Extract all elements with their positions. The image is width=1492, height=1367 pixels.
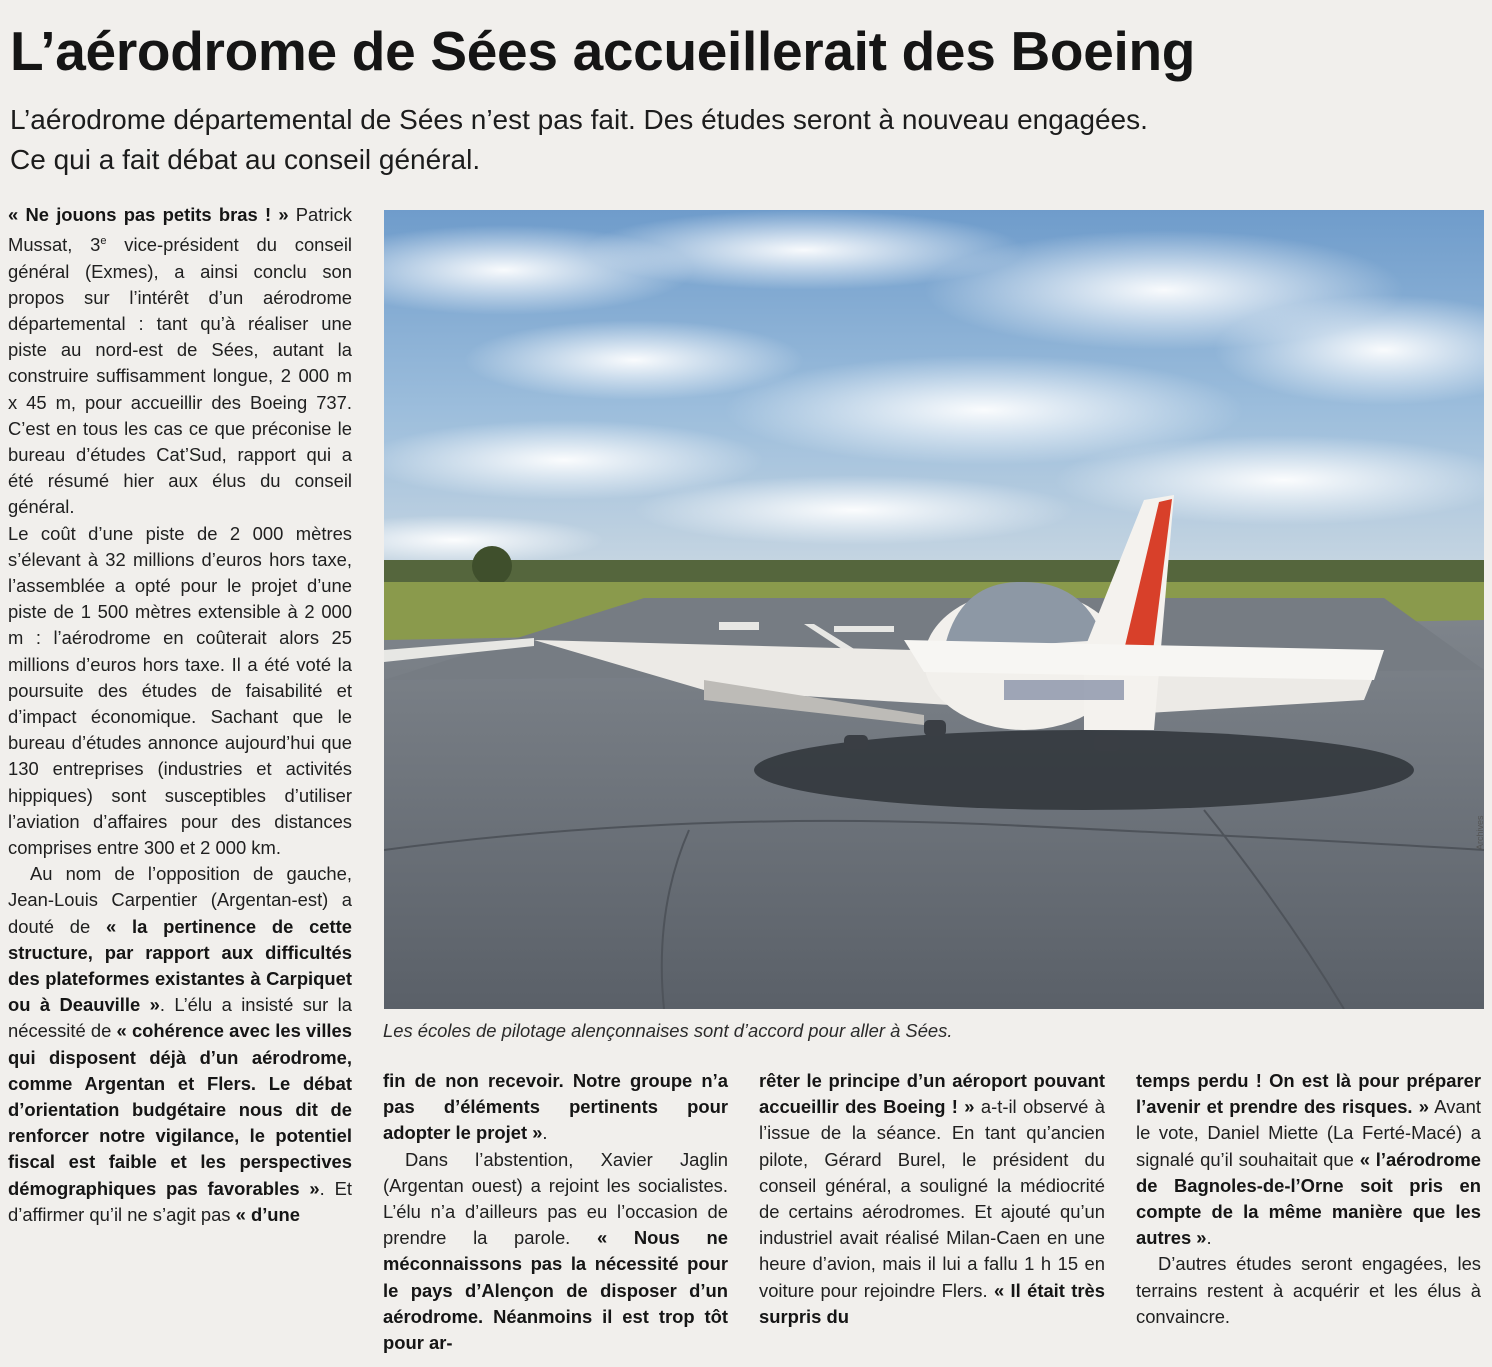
article-headline: L’aérodrome de Sées accueillerait des Boeing (10, 20, 1196, 82)
tree (472, 546, 512, 586)
text-run: Avant le vote, Daniel Miette (La Ferté-Macé) a signalé qu’il souhaitait que (1136, 1096, 1481, 1170)
photo-credit: Archives (1475, 815, 1485, 850)
article-standfirst (10, 100, 1480, 180)
paragraph-6 (759, 1068, 1105, 1330)
article-column-1 (8, 202, 352, 1228)
paragraph-3 (8, 861, 352, 1228)
text-run: . L’élu a insisté sur la nécessité de (8, 994, 352, 1042)
text-run: . (1206, 1227, 1212, 1249)
quote: « Il était très surpris du (759, 1279, 1106, 1327)
article-photo-airfield (384, 210, 1484, 1009)
article-column-3 (759, 1068, 1105, 1330)
ordinal-suffix: e (100, 235, 107, 248)
photo-caption: Les écoles de pilotage alençonnaises sont d’accord pour aller à Sées. (383, 1020, 953, 1041)
text-run: . Et d’affirmer qu’il ne s’agit pas (8, 1177, 352, 1225)
quote: « Nous ne méconnaissons pas la nécessité pour le pays d’Alençon de disposer d’un aérodrome. Néanmoins il est trop tôt pour ar- (383, 1227, 728, 1354)
text-run: a-t-il observé à l’issue de la séance. En tant qu’ancien pilote, Gérard Burel, le président du conseil général, a souligné la médiocrité de certains aérodromes. Et ajouté qu’un industriel avait réalisé Milan-Caen en une heure d’avion, mais il lui a fallu 1 h 15 en voiture pour rejoindre Flers. (759, 1096, 1105, 1301)
airfield-illustration (384, 210, 1484, 1009)
text-run: vice-président du conseil général (Exmes), a ainsi conclu son propos sur l’intérêt d’un aérodrome départemental : tant qu’à réaliser une piste au nord-est de Sées, autant la construire suffisamment longue, 2 000 m x 45 m, pour accueillir des Boeing 737. C’est en tous les cas ce que préconise le bureau d’études Cat’Sud, rapport qui a été résumé hier aux élus du conseil général. (8, 234, 352, 518)
standfirst-line-2: Ce qui a fait débat au conseil général. (10, 144, 481, 175)
quote: « la pertinence de cette structure, par rapport aux difficultés des plateformes existantes à Carpiquet ou à Deauville » (8, 915, 352, 1016)
paragraph-8: D’autres études seront engagées, les terrains restent à acquérir et les élus à convaincre. (1136, 1253, 1481, 1327)
paragraph-7 (1136, 1068, 1481, 1251)
quote: « cohérence avec les villes qui disposent déjà d’un aérodrome, comme Argentan et Flers. Le débat d’orientation budgétaire nous dit de renforcer notre vigilance, le potentiel fiscal est faible et les perspectives démographiques pas favorables » (8, 1020, 352, 1199)
quote: fin de non recevoir. Notre groupe n’a pas d’éléments pertinents pour adopter le projet » (383, 1070, 728, 1144)
quote-lead: « Ne jouons pas petits bras ! » (8, 204, 289, 225)
text-run: Au nom de l’opposition de gauche, Jean-Louis Carpentier (Argentan-est) a douté de (8, 863, 352, 937)
text-run: Dans l’abstention, Xavier Jaglin (Argentan ouest) a rejoint les socialistes. L’élu n’a d’ailleurs pas eu l’occasion de prendre la parole. (383, 1148, 728, 1249)
quote: rêter le principe d’un aéroport pouvant accueillir des Boeing ! » (759, 1070, 1105, 1118)
quote: « d’une (235, 1203, 301, 1225)
standfirst-line-1: L’aérodrome départemental de Sées n’est pas fait. Des études seront à nouveau engagées. (10, 104, 1148, 135)
article-column-4 (1136, 1068, 1481, 1330)
article-column-2 (383, 1068, 728, 1356)
paragraph-4 (383, 1068, 728, 1147)
quote: temps perdu ! On est là pour préparer l’avenir et prendre des risques. » (1136, 1070, 1481, 1118)
text-run: . (542, 1122, 548, 1144)
paragraph-1 (8, 202, 352, 521)
paragraph-5 (383, 1147, 728, 1357)
quote: « l’aérodrome de Bagnoles-de-l’Orne soit pris en compte de la même manière que les autres » (1136, 1148, 1482, 1249)
paragraph-2: Le coût d’une piste de 2 000 mètres s’élevant à 32 millions d’euros hors taxe, l’assemblée a opté pour le projet d’une piste de 1 500 mètres extensible à 2 000 m : l’aérodrome en coûterait alors 25 millions d’euros hors taxe. Il a été voté la poursuite des études de faisabilité et d’impact économique. Sachant que le bureau d’études annonce aujourd’hui que 130 entreprises (industries et activités hippiques) sont susceptibles d’utiliser l’aviation d’affaires pour des distances comprises entre 300 et 2 000 km. (8, 522, 352, 858)
text-run: Patrick Mussat, 3 (8, 204, 352, 256)
